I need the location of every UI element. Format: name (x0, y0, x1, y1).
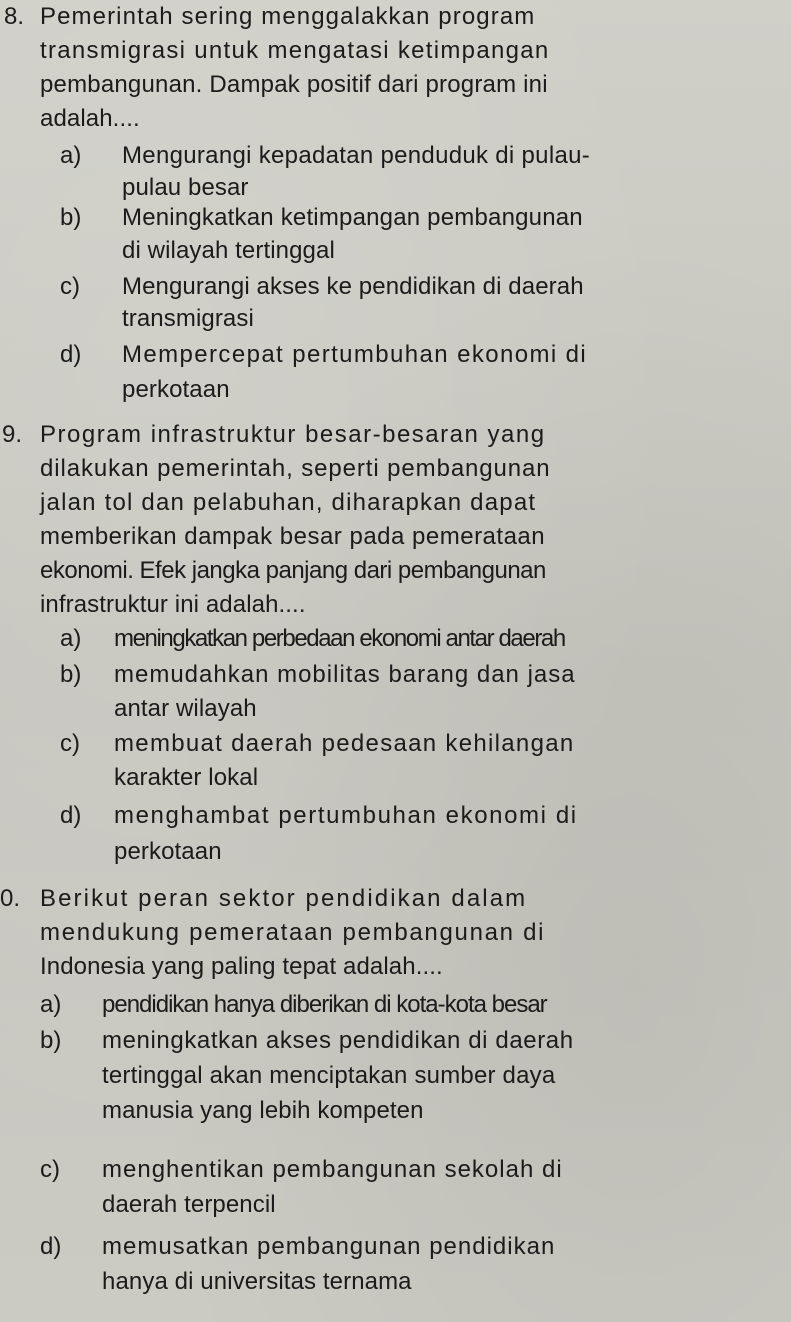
option-letter: b) (40, 1027, 62, 1054)
option-letter: d) (60, 802, 82, 829)
option-text: perkotaan (122, 376, 230, 403)
option-text: antar wilayah (114, 695, 257, 722)
question-stem-line: pembangunan. Dampak positif dari program ini (40, 71, 548, 98)
option-text: Mempercepat pertumbuhan ekonomi di (122, 341, 588, 368)
option-text: memusatkan pembangunan pendidikan (102, 1233, 556, 1260)
question-stem-line: jalan tol dan pelabuhan, diharapkan dapat (40, 489, 537, 516)
option-text: karakter lokal (114, 764, 259, 791)
option-letter: d) (40, 1233, 62, 1260)
question-stem-line: infrastruktur ini adalah.... (40, 591, 306, 618)
option-text: daerah terpencil (102, 1191, 276, 1218)
option-text: meningkatkan perbedaan ekonomi antar daerah (114, 625, 565, 652)
option-text: meningkatkan akses pendidikan di daerah (102, 1027, 574, 1054)
option-text: tertinggal akan menciptakan sumber daya (102, 1062, 556, 1089)
option-text: di wilayah tertinggal (122, 237, 335, 264)
question-number: 9. (2, 421, 23, 448)
question-stem-line: Program infrastruktur besar-besaran yang (40, 421, 546, 448)
option-text: Mengurangi kepadatan penduduk di pulau- (122, 142, 591, 169)
option-letter: b) (60, 204, 82, 231)
question-stem-line: memberikan dampak besar pada pemerataan (40, 523, 546, 550)
option-letter: d) (60, 341, 82, 368)
option-text: pulau besar (122, 174, 249, 201)
option-text: pendidikan hanya diberikan di kota-kota besar (102, 991, 547, 1018)
question-number: 0. (0, 885, 21, 912)
option-letter: c) (40, 1156, 60, 1183)
question-stem-line: adalah.... (40, 105, 140, 132)
option-text: perkotaan (114, 838, 222, 865)
question-stem-line: Berikut peran sektor pendidikan dalam (40, 885, 528, 912)
option-text: menghambat pertumbuhan ekonomi di (114, 802, 578, 829)
option-letter: c) (60, 273, 80, 300)
option-text: menghentikan pembangunan sekolah di (102, 1156, 563, 1183)
option-letter: c) (60, 730, 80, 757)
option-text: Mengurangi akses ke pendidikan di daerah (122, 273, 584, 300)
option-text: membuat daerah pedesaan kehilangan (114, 730, 575, 757)
question-stem-line: transmigrasi untuk mengatasi ketimpangan (40, 37, 550, 64)
question-stem-line: mendukung pemerataan pembangunan di (40, 919, 546, 946)
option-text: memudahkan mobilitas barang dan jasa (114, 661, 576, 688)
question-stem-line: dilakukan pemerintah, seperti pembangunan (40, 455, 551, 482)
question-number: 8. (4, 3, 25, 30)
option-text: hanya di universitas ternama (102, 1268, 412, 1295)
option-letter: a) (60, 142, 82, 169)
option-letter: b) (60, 661, 82, 688)
question-stem-line: Pemerintah sering menggalakkan program (40, 3, 536, 30)
option-text: manusia yang lebih kompeten (102, 1097, 424, 1124)
option-text: Meningkatkan ketimpangan pembangunan (122, 204, 583, 231)
option-letter: a) (40, 991, 62, 1018)
question-stem-line: ekonomi. Efek jangka panjang dari pembangunan (40, 557, 546, 584)
question-stem-line: Indonesia yang paling tepat adalah.... (40, 953, 443, 980)
option-text: transmigrasi (122, 305, 254, 332)
option-letter: a) (60, 625, 82, 652)
